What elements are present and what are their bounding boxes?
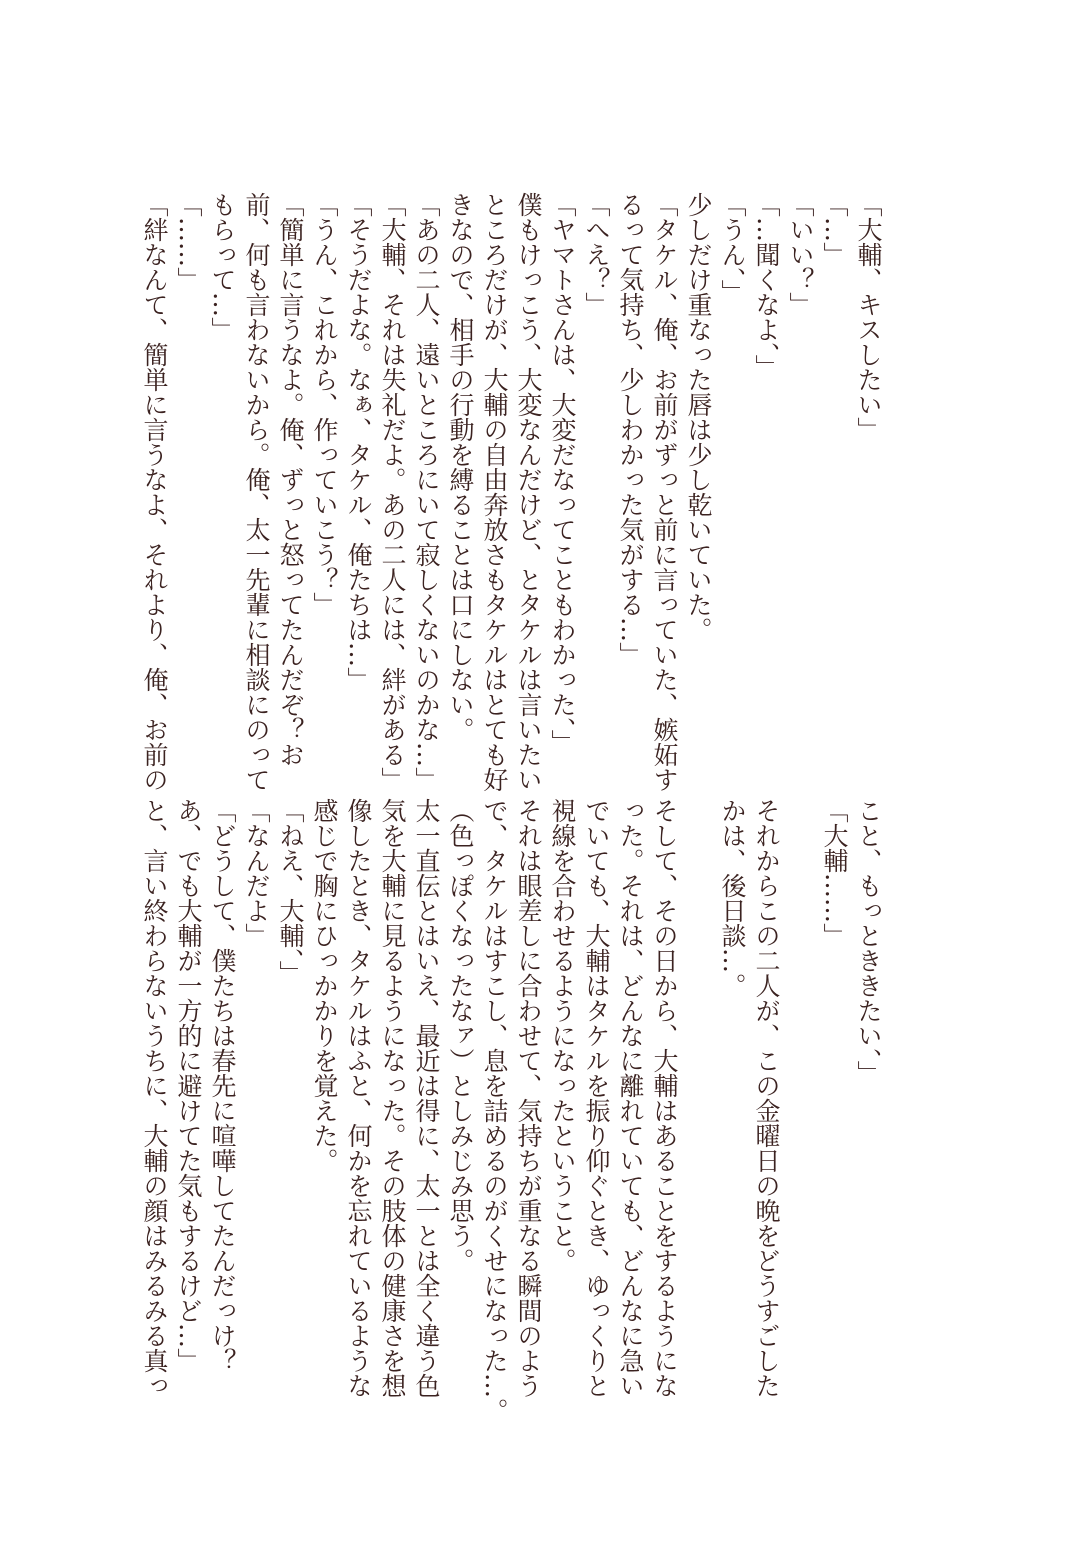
text-column: と、言い終わらないうちに、大輔の顔はみるみる真っ [140, 798, 169, 1398]
text-column: 像したとき、タケルはふと、何かを忘れているような [344, 798, 373, 1398]
text-column: 「いい？」 [786, 192, 815, 317]
text-column [783, 798, 817, 1398]
text-column: 「うん、」 [718, 192, 747, 305]
text-column: 「なんだよ」 [242, 798, 271, 948]
text-column: 「大輔、キスしたい」 [854, 192, 883, 442]
text-column: 「絆なんて、簡単に言うなよ、それより、俺、お前の [140, 192, 169, 792]
text-column: ところだけが、大輔の自由奔放さもタケルはとても好 [480, 192, 509, 792]
text-column: かは、後日談…。 [718, 798, 747, 998]
text-column: 「…聞くなよ、」 [752, 192, 781, 380]
text-column: るって気持ち、少しわかった気がする…」 [616, 192, 645, 667]
text-column: 視線を合わせるようになったということ。 [548, 798, 577, 1273]
text-column: きなので、相手の行動を縛ることは口にしない。 [446, 192, 475, 742]
text-column: 感じで胸にひっかかりを覚えた。 [310, 798, 339, 1173]
lower-text-block [137, 798, 885, 1423]
text-column: 前、何も言わないから。俺、太一先輩に相談にのって [242, 192, 271, 792]
text-column: 気を大輔に見るようになった。その肢体の健康さを想 [378, 798, 407, 1398]
text-column [681, 798, 715, 1398]
text-column: （色っぽくなったなァ）としみじみ思う。 [446, 798, 475, 1273]
text-column: 「ねえ、大輔、」 [276, 798, 305, 986]
text-column: 「ヤマトさんは、大変だなってこともわかった、」 [548, 192, 577, 755]
text-column: 太一直伝とはいえ、最近は得に、太一とは全く違う色 [412, 798, 441, 1398]
text-column: それからこの二人が、この金曜日の晩をどうすごした [752, 798, 781, 1398]
text-column: 「へえ？」 [582, 192, 611, 317]
text-column: それは眼差しに合わせて、気持ちが重なる瞬間のよう [514, 798, 543, 1398]
text-column: 「…」 [820, 192, 849, 267]
upper-text-block [137, 192, 885, 792]
text-column: 「大輔……」 [820, 798, 849, 948]
text-column: 「あの二人、遠いところにいて寂しくないのかな…」 [412, 192, 441, 792]
text-column: で、タケルはすこし、息を詰めるのがくせになった…。 [480, 798, 509, 1423]
text-column: 「どうして、僕たちは春先に喧嘩してたんだっけ？ [208, 798, 237, 1373]
text-column: 「うん、これから、作っていこう？」 [310, 192, 339, 617]
text-column: もらって…」 [208, 192, 237, 342]
text-column: こと、もっとききたい、」 [854, 798, 883, 1086]
text-column: 「タケル、俺、お前がずっと前に言っていた、嫉妬す [650, 192, 679, 792]
text-column: った。それは、どんなに離れていても、どんなに急い [616, 798, 645, 1398]
text-column: 「大輔、それは失礼だよ。あの二人には、絆がある」 [378, 192, 407, 792]
text-column: 「……」 [174, 192, 203, 292]
text-column: 少しだけ重なった唇は少し乾いていた。 [684, 192, 713, 642]
text-column: 「そうだよな。なぁ、タケル、俺たちは…」 [344, 192, 373, 692]
text-column: 僕もけっこう、大変なんだけど、とタケルは言いたい [514, 192, 543, 792]
text-column: でいても、大輔はタケルを振り仰ぐとき、ゆっくりと [582, 798, 611, 1398]
text-column: 「簡単に言うなよ。俺、ずっと怒ってたんだぞ？お [276, 192, 305, 767]
text-column: あ、でも大輔が一方的に避けてた気もするけど…」 [174, 798, 203, 1373]
text-column: そして、その日から、大輔はあることをするようにな [650, 798, 679, 1398]
